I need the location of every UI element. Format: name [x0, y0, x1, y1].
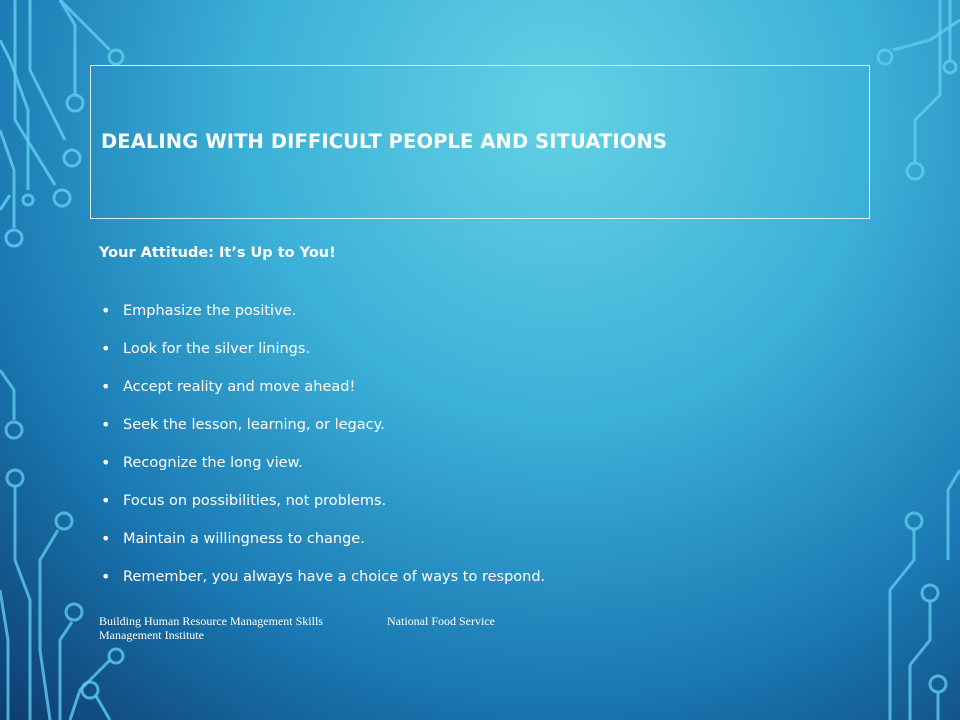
bullet-text: Look for the silver linings.	[123, 341, 311, 357]
list-item	[99, 491, 739, 529]
bullet-dot-icon: •	[101, 453, 111, 472]
footer-right: National Food Service	[387, 614, 495, 628]
slide-subtitle: Your Attitude: It’s Up to You!	[99, 245, 336, 261]
bullet-dot-icon: •	[101, 377, 111, 396]
list-item	[99, 377, 739, 415]
bullet-dot-icon: •	[101, 301, 111, 320]
slide-title: DEALING WITH DIFFICULT PEOPLE AND SITUATIONS	[101, 130, 668, 153]
list-item	[99, 567, 739, 605]
list-item	[99, 415, 739, 453]
bullet-text: Accept reality and move ahead!	[123, 379, 356, 395]
bullet-text: Maintain a willingness to change.	[123, 531, 365, 547]
bullet-text: Seek the lesson, learning, or legacy.	[123, 417, 385, 433]
slide-footer	[99, 614, 539, 642]
bullet-text: Recognize the long view.	[123, 455, 303, 471]
footer-left-line1: Building Human Resource Management Skills	[99, 614, 323, 628]
list-item	[99, 301, 739, 339]
bullet-text: Focus on possibilities, not problems.	[123, 493, 387, 509]
bullet-dot-icon: •	[101, 339, 111, 358]
title-box	[90, 65, 870, 219]
footer-left-line2: Management Institute	[99, 628, 204, 642]
bullet-dot-icon: •	[101, 415, 111, 434]
bullet-dot-icon: •	[101, 529, 111, 548]
bullet-text: Emphasize the positive.	[123, 303, 297, 319]
list-item	[99, 529, 739, 567]
list-item	[99, 453, 739, 491]
bullet-dot-icon: •	[101, 567, 111, 586]
bullet-list	[99, 301, 739, 605]
bullet-text: Remember, you always have a choice of ways to respond.	[123, 569, 546, 585]
list-item	[99, 339, 739, 377]
bullet-dot-icon: •	[101, 491, 111, 510]
